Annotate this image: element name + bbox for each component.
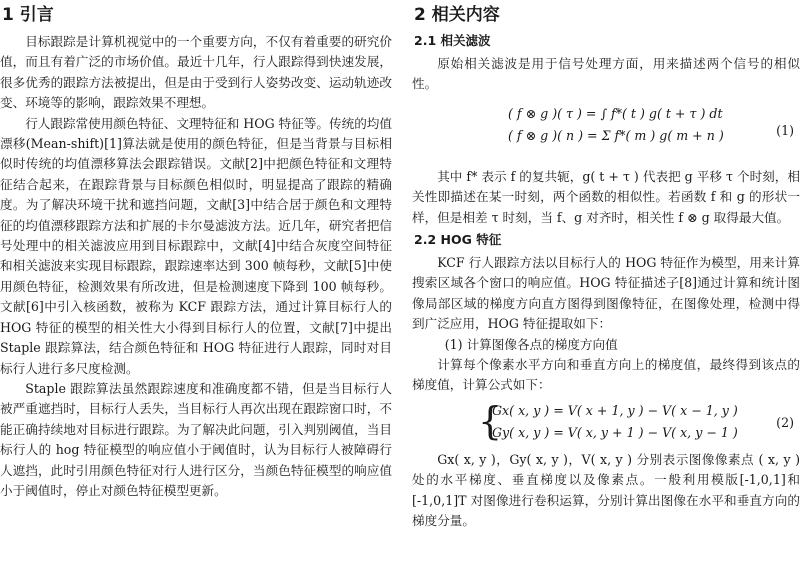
- section-heading-introduction: 1 引言: [2, 5, 54, 25]
- equation-1-continuous: ( f ⊗ g )( τ ) = ∫ f*( t ) g( t + τ ) dt: [508, 105, 723, 121]
- left-column: [0, 0, 392, 501]
- list-item-gradient-step: (1) 计算图像各点的梯度方向值: [444, 336, 618, 352]
- equation-1: [412, 101, 800, 161]
- paragraph-gradient-compute: 计算每个像素水平方向和垂直方向上的梯度值，最终得到该点的梯度值，计算公式如下：: [412, 357, 800, 393]
- paragraph-intro-1: 目标跟踪是计算机视觉中的一个重要方向，不仅有着重要的研究价值，而且有着广泛的市场价值。最近十几年，行人跟踪得到快速发展，很多优秀的跟踪方法被提出，但是由于受到行人姿势改变、运动轨迹改变、环境等的影响，跟踪效果不理想。: [0, 34, 392, 111]
- paragraph-correlation-intro: 原始相关滤波是用于信号处理方面，用来描述两个信号的相似性。: [412, 56, 800, 92]
- equation-1-number: (1): [776, 122, 794, 138]
- section-heading-related-work: 2 相关内容: [414, 5, 500, 25]
- subsection-heading-correlation-filter: 2.1 相关滤波: [414, 33, 491, 48]
- equation-1-discrete: ( f ⊗ g )( n ) = Σ f*( m ) g( m + n ): [508, 127, 724, 143]
- paragraph-intro-3: Staple 跟踪算法虽然跟踪速度和准确度都不错，但是当目标行人被严重遮挡时，目标行人丢失，当目标行人再次出现在跟踪窗口时，不能正确持续地对目标进行跟踪。为了解决此问题，引入判别阈值，当目标行人的 hog 特征模型的响应值小于阈值时，认为目标行人被障碍行人遮挡，此时引用颜色特征对行人进行区分，当颜色特征模型的响应值小于阈值时，停止对颜色特征模型更新。: [0, 380, 392, 498]
- equation-2-vertical: Gy( x, y ) = V( x, y + 1 ) − V( x, y − 1 ): [492, 424, 738, 440]
- subsection-heading-hog-feature: 2.2 HOG 特征: [414, 232, 502, 248]
- right-column: [412, 0, 800, 532]
- paragraph-hog-intro: KCF 行人跟踪方法以目标行人的 HOG 特征作为模型，用来计算搜索区域各个窗口的响应值。HOG 特征描述子[8]通过计算和统计图像局部区域的梯度方向直方图得到图像特征，在图像处理，检测中得到广泛应用，HOG 特征提取如下：: [412, 255, 800, 332]
- paragraph-gradient-explanation: Gx( x, y )，Gy( x, y )，V( x, y ) 分别表示图像像素点 ( x, y ) 处的水平梯度、垂直梯度以及像素点。一般利用模版[-1,0,1]和[-1,0,1]T 对图像进行卷积运算，分别计算出图像在水平和垂直方向的梯度分量。: [412, 451, 800, 529]
- equation-2: [412, 400, 800, 446]
- paragraph-correlation-explanation: 其中 f* 表示 f 的复共轭，g( t + τ ) 代表把 g 平移 τ 个时刻，相关性即描述在某一时刻，两个函数的相似性。若函数 f 和 g 的形状一样，但是相差 τ 时刻，当 f、g 对齐时，相关性 f ⊗ g 取得最大值。: [412, 168, 800, 225]
- paragraph-intro-2: 行人跟踪常使用颜色特征、文理特征和 HOG 特征等。传统的均值漂移(Mean-shift)[1]算法就是使用的颜色特征，但是当背景与目标相似时传统的均值漂移算法会跟踪错误。文献[2]中把颜色特征和文理特征结合起来，在跟踪背景与目标颜色相似时，明显提高了跟踪的精确度。为了解决环境干扰和遮挡问题，文献[3]中结合居于颜色和文理特征的均值漂移跟踪方法和扩展的卡尔曼滤波方法。近几年，研究者把信号处理中的相关滤波应用到目标跟踪中，文献[4]中结合灰度空间特征和相关滤波来实现目标跟踪，跟踪速率达到 300 帧每秒，文献[5]中使用颜色特征，检测效果有所改进，但是检测速度下降到 100 帧每秒。文献[6]中引入核函数，被称为 KCF 跟踪方法，通过计算目标行人的 HOG 特征的模型的相关性大小得到目标行人的位置，文献[7]中提出 Staple 跟踪算法，结合颜色特征和 HOG 特征进行人跟踪，同时对目标行人进行多尺度检测。: [0, 115, 392, 376]
- equation-2-brace: {: [478, 398, 503, 443]
- equation-2-horizontal: Gx( x, y ) = V( x + 1, y ) − V( x − 1, y ): [492, 402, 738, 418]
- equation-2-number: (2): [776, 414, 794, 430]
